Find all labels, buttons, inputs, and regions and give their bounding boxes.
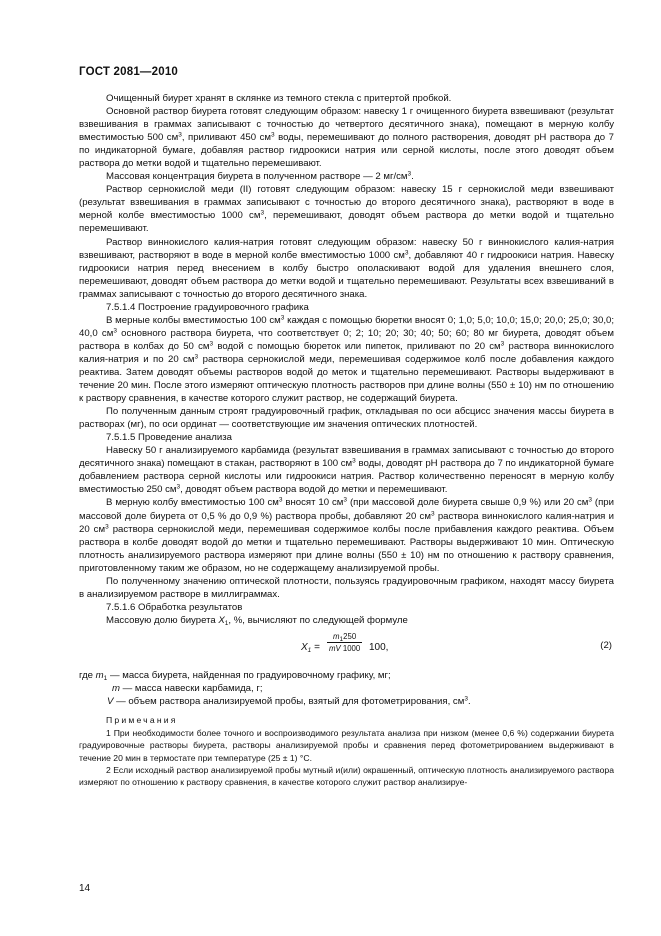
paragraph: Массовую долю биурета $X_1$, %, вычисляют по следующей формуле xyxy=(106,614,408,627)
section-heading: 7.5.1.5 Проведение анализа xyxy=(106,432,232,444)
paragraph: В мерную колбу вместимостью 100 $см^3$ вносят 10 $см^3$ (при массовой доле биурета свыше 0,9 %) или 20 $см^3$ (при массовой доле биурета от 0,5 % до 0,9 %) раствора пробы, добавляют 20 $см^3$ раствора виннокислого калия-натрия и 20 $см^3$ раствора сернокислой меди, перемешивая содержимое колбы после прибавления каждого реактива. Объем раствора в колбе доводят водой до метки и тщательно перемешивают. Растворы выдерживают 10 мин. Оптическую плотность анализируемого раствора измеряют при длине волны (550 ± 10) нм по отношению к раствору сравнения, приготовленному таким же образом, но не содержащему анализируемой пробы. xyxy=(79,496,615,574)
definition-item: m — масса навески карбамида, г; xyxy=(112,682,263,694)
paragraph: Раствор виннокислого калия-натрия готовят следующим образом: навеску 50 г виннокислого калия-натрия взвешивают, растворяют в воде в мерной колбе вместимостью 1000 $см^3$, добавляют 40 г гидроокиси натрия. Навеску гидроокиси натрия перед внесением в колбу быстро ополаскивают водой для удаления внешнего слоя, перемешивают, доводят объем раствора до метки водой и тщательно перемешивают. Результаты всех взвешиваний в граммах записывают с точностью до второго десятичного знака. xyxy=(79,236,614,300)
formula-2 xyxy=(79,629,614,667)
section-heading: 7.5.1.4 Построение градуировочного графика xyxy=(106,301,309,313)
document-body xyxy=(79,92,614,788)
formula-denominator: mV 1000 xyxy=(329,643,361,653)
definition-item: где $m_1$ — масса биурета, найденная по градуировочному графику, мг; xyxy=(79,669,391,682)
note-item: 1 При необходимости более точного и воспроизводимого результата анализа при низком (менее 0,6 %) содержании биурета градуировочные растворы биурета, растворы анализируемой пробы и сравнения перед фотометрированием выдерживают в течение 20 мин в термостате при температуре (25 ± 1) °С. xyxy=(79,728,614,763)
paragraph: Массовая концентрация биурета в полученном растворе — 2 $мг/см^3$. xyxy=(106,170,414,183)
formula-fraction xyxy=(327,631,362,654)
paragraph: В мерные колбы вместимостью 100 $см^3$ каждая с помощью бюретки вносят 0; 1,0; 5,0; 10,0; 15,0; 20,0; 25,0; 30,0; 40,0 $см^3$ основного раствора биурета, что соответствует 0; 2; 10; 20; 30; 40; 50; 60; 80 мг биурета, доводят объем раствора в колбах до 50 $см^3$ водой с помощью бюреток или пипеток, приливают по 20 $см^3$ раствора виннокислого калия-натрия и по 20 $см^3$ раствора сернокислой меди, перемешивая содержимое колб после добавления каждого реактива. Затем доводят объемы растворов водой до меток и тщательно перемешивают. Растворы выдерживают в течение 20 мин. После этого измеряют оптическую плотность растворов при длине волны (550 ± 10) нм по отношению к раствору сравнения, в качестве которого служит раствор, не содержащий биурета. xyxy=(79,314,614,405)
paragraph: По полученным данным строят градуировочный график, откладывая по оси абсцисс значения массы биурета в растворах (мг), по оси ординат — соответствующие им значения оптических плотностей. xyxy=(79,406,614,431)
paragraph: Очищенный биурет хранят в склянке из темного стекла с притертой пробкой. xyxy=(106,93,452,104)
paragraph: Навеску 50 г анализируемого карбамида (результат взвешивания в граммах записывают с точностью до второго десятичного знака) помещают в стакан, растворяют в 100 $см^3$ воды, доводят рН раствора до 7 по индикаторной бумаге добавлением раствора серной кислоты или гидроокиси натрия. Раствор количественно переносят в мерную колбу вместимостью 250 $см^3$, доводят объем раствора водой до метки и перемешивают. xyxy=(79,445,614,496)
formula-lhs: $X_1$ = xyxy=(301,641,320,654)
paragraph: Раствор сернокислой меди (II) готовят следующим образом: навеску 15 г сернокислой меди взвешивают (результат взвешивания в граммах записывают с точностью до второго десятичного знака), растворяют в воде в мерной колбе вместимостью 1000 $см^3$, перемешивают, доводят объем раствора до метки водой и тщательно перемешивают. xyxy=(79,184,614,235)
page-number: 14 xyxy=(79,883,91,894)
formula-numerator: $m_1250$ xyxy=(327,631,362,643)
equation-number: (2) xyxy=(600,639,612,651)
notes-title: Примечания xyxy=(106,715,178,726)
variable-definitions xyxy=(79,669,614,708)
paragraph: Основной раствор биурета готовят следующим образом: навеску 1 г очищенного биурета взвешивают (результат взвешивания в граммах записывают с точностью до четвертого десятичного знака), помещают в мерную колбу вместимостью 500 $см^3$, приливают 450 $см^3$ воды, перемешивают до полного растворения, доводят рН раствора до 7 по индикаторной бумаге, добавляя раствор гидроокиси натрия или серной кислоты, после этого доводят объем раствора до метки водой и тщательно перемешивают. xyxy=(79,106,614,170)
definition-item: V — объем раствора анализируемой пробы, взятый для фотометрирования, $см^3$. xyxy=(107,695,471,708)
note-item: 2 Если исходный раствор анализируемой пробы мутный и(или) окрашенный, оптическую плотность анализируемого раствора измеряют по отношению к раствору сравнения, в качестве которого служит раствор анализируе- xyxy=(79,764,614,787)
paragraph: По полученному значению оптической плотности, пользуясь градуировочным графиком, находят массу биурета в анализируемом растворе в миллиграммах. xyxy=(79,575,614,600)
section-heading: 7.5.1.6 Обработка результатов xyxy=(106,601,243,613)
document-header: ГОСТ 2081—2010 xyxy=(79,66,179,78)
formula-rhs: 100, xyxy=(369,641,389,653)
